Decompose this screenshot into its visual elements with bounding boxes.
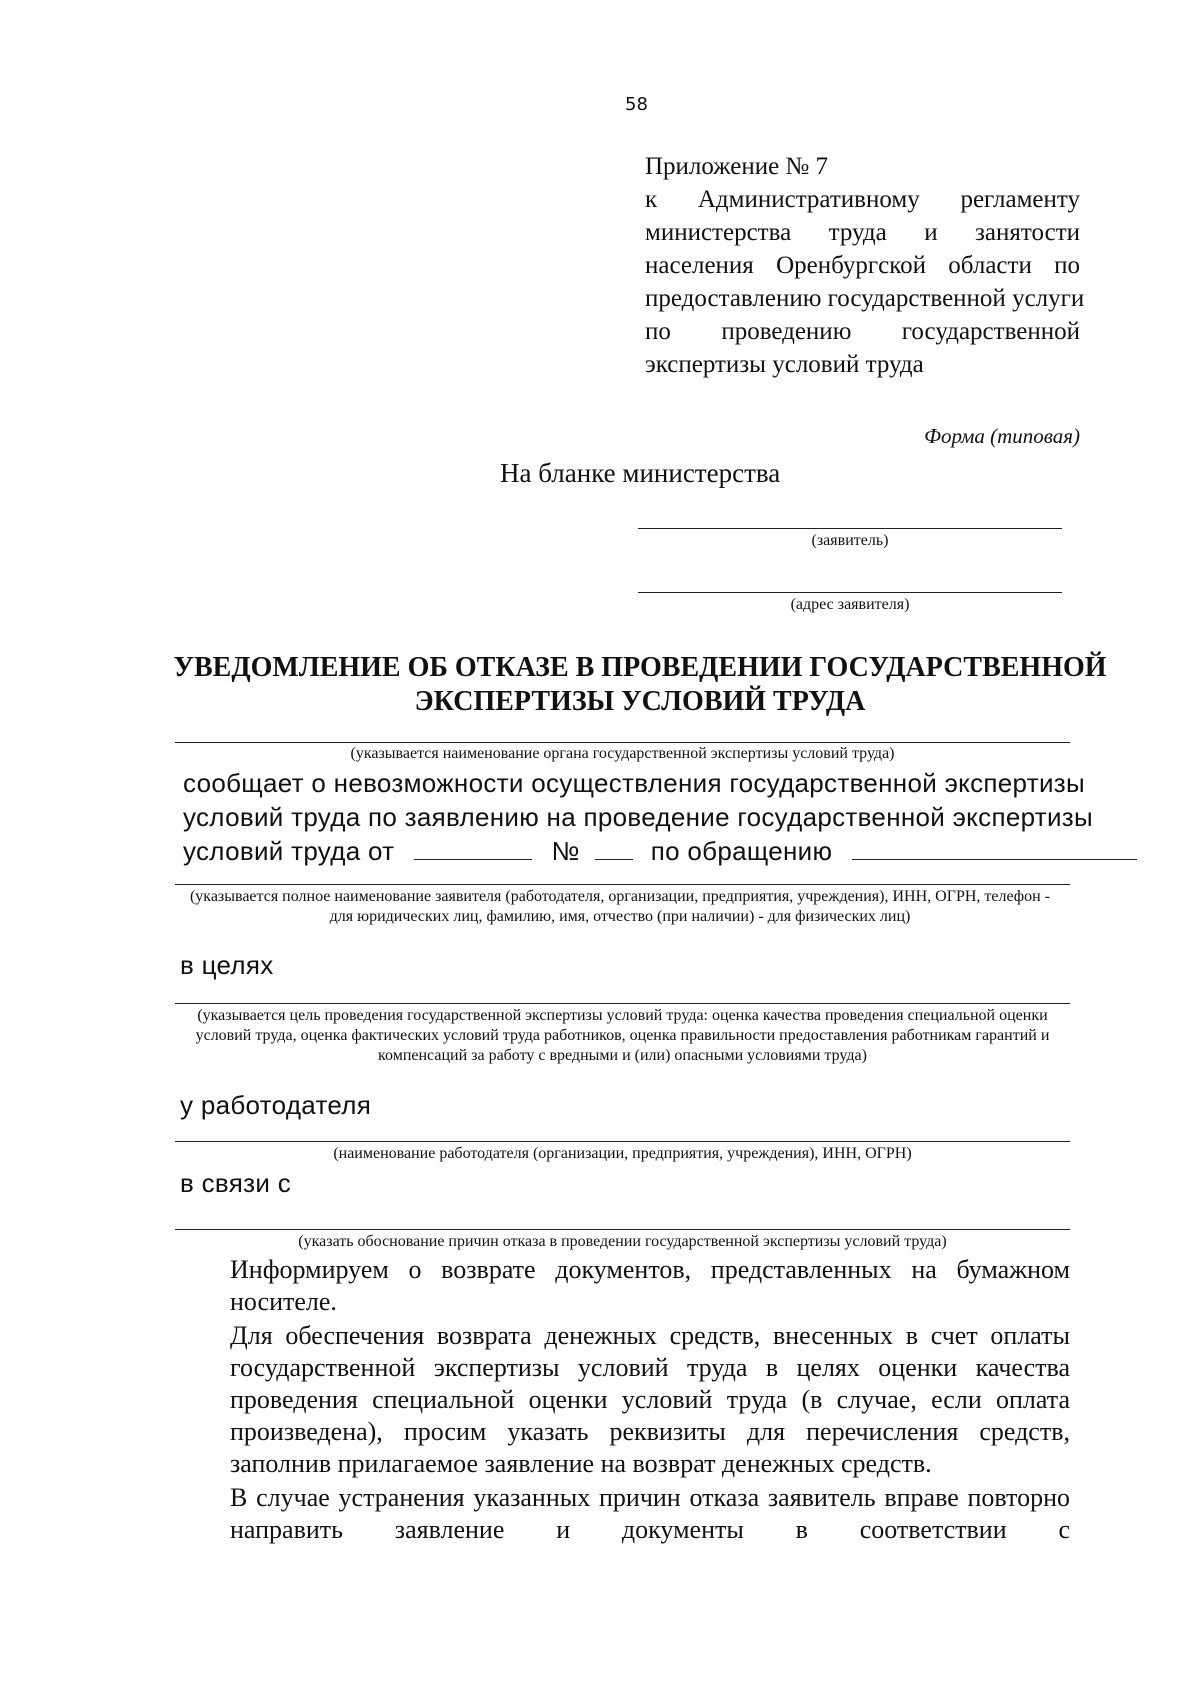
purpose-caption: (указывается цель проведения государственной экспертизы условий труда: оценка качества проведения специальной оценки условий труда, оценка фактических условий труда работников, оценка правильности предоставления работникам гарантий и компенсаций за работу с вредными и (или) опасными условиями труда) xyxy=(195,1007,1050,1064)
employer-caption: (наименование работодателя (организации, предприятия, учреждения), ИНН, ОГРН) xyxy=(333,1145,912,1162)
appendix-word: проведению xyxy=(721,318,852,345)
paragraph-resubmission xyxy=(178,1482,1070,1546)
appendix-header xyxy=(645,150,1085,381)
date-field xyxy=(414,837,532,860)
purpose-label: в целях xyxy=(180,950,274,980)
appendix-word: области xyxy=(948,252,1032,279)
applicant-name-line xyxy=(175,884,1070,885)
appendix-word: и xyxy=(924,219,938,246)
appendix-word: к xyxy=(645,186,658,213)
address-line xyxy=(638,592,1062,593)
number-field xyxy=(595,837,633,860)
applicant-line xyxy=(638,528,1062,529)
appendix-line xyxy=(645,315,1080,348)
appendix-line xyxy=(645,183,1080,216)
employer-line xyxy=(175,1141,1070,1142)
request-field xyxy=(852,837,1137,860)
appendix-word: населения xyxy=(645,252,754,279)
page-number: 58 xyxy=(625,94,648,115)
appendix-word: экспертизы условий труда xyxy=(645,351,924,378)
body-line-3 xyxy=(183,836,1137,867)
applicant-caption: (заявитель) xyxy=(811,532,889,549)
appendix-word: министерства xyxy=(645,219,792,246)
appendix-word: Приложение № 7 xyxy=(645,153,829,180)
employer-label: у работодателя xyxy=(180,1090,372,1120)
title-line-2: ЭКСПЕРТИЗЫ УСЛОВИЙ ТРУДА xyxy=(414,686,866,717)
purpose-line xyxy=(175,1003,1070,1004)
appendix-line xyxy=(645,249,1080,282)
appendix-word: труда xyxy=(828,219,887,246)
title-line-1: УВЕДОМЛЕНИЕ ОБ ОТКАЗЕ В ПРОВЕДЕНИИ ГОСУДАРСТВЕННОЙ xyxy=(173,652,1107,683)
appendix-line xyxy=(645,150,1080,183)
appendix-word: Оренбургской xyxy=(776,252,926,279)
letterhead-note: На бланке министерства xyxy=(500,458,781,488)
body-line-1: сообщает о невозможности осуществления государственной экспертизы xyxy=(183,768,1085,798)
date-label: условий труда от xyxy=(183,836,395,866)
document-title xyxy=(160,651,1120,719)
applicant-name-caption: (указывается полное наименование заявителя (работодателя, организации, предприятия, учреждения), ИНН, ОГРН, телефон - для юридических лиц, фамилию, имя, отчество (при наличии) - для физических лиц) xyxy=(189,888,1051,925)
appendix-word: по xyxy=(1054,252,1080,279)
appendix-word: по xyxy=(645,318,671,345)
appendix-word: занятости xyxy=(975,219,1080,246)
address-caption: (адрес заявителя) xyxy=(790,596,910,613)
number-label: № xyxy=(551,836,580,866)
appendix-word: государственной xyxy=(901,318,1080,345)
reason-line xyxy=(175,1229,1070,1230)
appendix-word: предоставлению государственной услуги xyxy=(645,285,1085,312)
paragraph-return-documents xyxy=(178,1254,1070,1318)
form-type-label: Форма (типовая) xyxy=(924,424,1080,448)
organ-line xyxy=(175,742,1070,743)
request-label: по обращению xyxy=(650,836,833,866)
paragraph-refund xyxy=(178,1320,1070,1480)
appendix-line xyxy=(645,216,1080,249)
appendix-line xyxy=(645,348,1080,381)
organ-caption: (указывается наименование органа государственной экспертизы условий труда) xyxy=(350,745,895,762)
appendix-word: регламенту xyxy=(960,186,1080,213)
paragraph-2-text: Для обеспечения возврата денежных средств, внесенных в счет оплаты государственной экспертизы условий труда в целях оценки качества проведения специальной оценки условий труда (в случае, если оплата произведена), просим указать реквизиты для перечисления средств, заполнив прилагаемое заявление на возврат денежных средств. xyxy=(230,1321,1070,1478)
reason-label: в связи с xyxy=(180,1168,292,1198)
reason-caption: (указать обоснование причин отказа в проведении государственной экспертизы условий труда) xyxy=(298,1233,947,1250)
body-line-2: условий труда по заявлению на проведение государственной экспертизы xyxy=(183,802,1094,832)
appendix-line xyxy=(645,282,1085,315)
appendix-word: Административному xyxy=(697,186,920,213)
paragraph-1-text: Информируем о возврате документов, представленных на бумажном носителе. xyxy=(230,1255,1070,1316)
paragraph-3-text: В случае устранения указанных причин отказа заявитель вправе повторно направить заявление и документы в соответствии с xyxy=(230,1483,1070,1544)
